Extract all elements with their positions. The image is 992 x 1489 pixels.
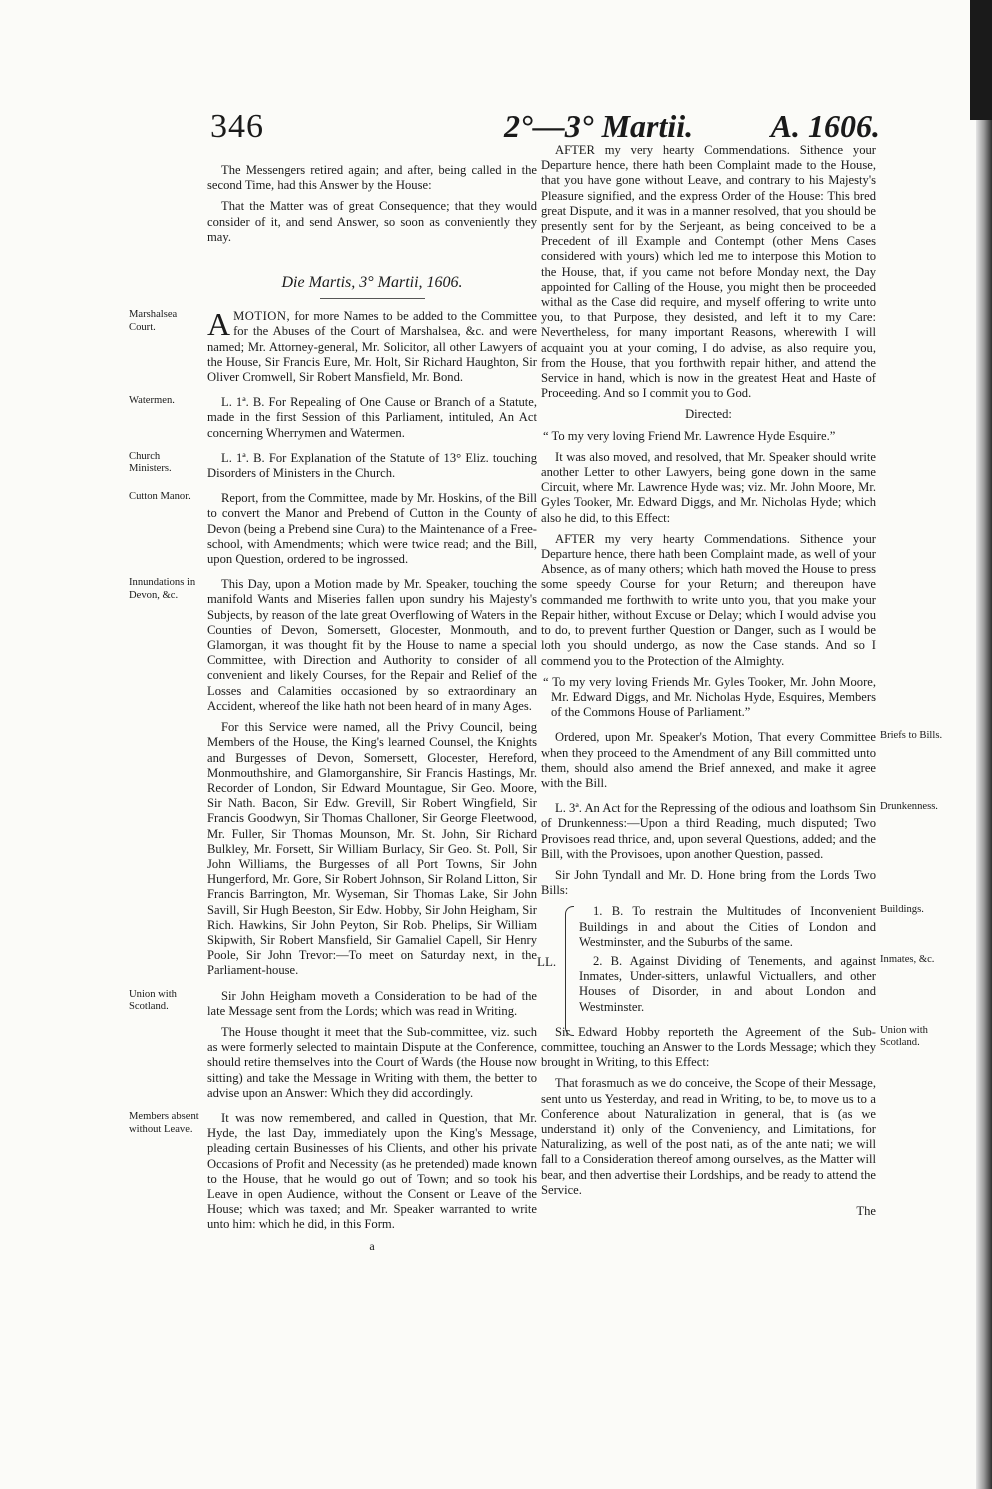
drop-cap: A (207, 306, 231, 343)
book-spine-top (970, 0, 992, 120)
paragraph: 1. B. To restrain the Multitudes of Inconvenient Buildings in and about the Cities of London and Westminster, and the Suburbs of the same. (579, 904, 876, 949)
right-column (537, 143, 943, 1225)
margin-note: Marshalsea Court. (129, 309, 178, 333)
divider (320, 298, 425, 299)
margin-note: Church Ministers. (129, 450, 172, 475)
bills-brace-block (537, 904, 935, 1014)
paragraph: L. 1ª. B. For Explanation of the Statute of 13° Eliz. touching Disorders of Ministers in the Church. (207, 450, 537, 481)
margin-note: Cutton Manor. (129, 491, 191, 503)
lead-word: MOTION, (233, 309, 291, 324)
margin-note: Inmates, &c. (880, 953, 935, 965)
letter-address: “ To my very loving Friends Mr. Gyles Tooker, Mr. John Moore, Mr. Edward Diggs, and Mr. Nicholas Hyde, Esquires, Members of the Commons House of Parliament.” (543, 674, 876, 720)
letter-address: “ To my very loving Friend Mr. Lawrence Hyde Esquire.” (543, 428, 836, 443)
margin-note: Union with Scotland. (880, 1024, 928, 1049)
paragraph: Sir John Heigham moveth a Consideration to be had of the late Message sent from the Lords; which was read in Writing. (207, 988, 537, 1018)
margin-note: Buildings. (880, 904, 924, 916)
paragraph: This Day, upon a Motion made by Mr. Speaker, touching the manifold Wants and Miseries fallen upon sundry his Majesty's Subjects, by reason of the late great Overflowing of Waters in the Counties of Devon, Somersett, Glocester, Monmouth, and Glamorgan, it was thought fit by the House to name a special Committee, with Direction and Authority to consider of all convenient and likely Courses, for the Repair and Relief of the Losses and Calamities occasioned by so extraordinary an Accident, whereof the like hath not been heard of in many Ages. (207, 577, 537, 713)
entry-union-scotland (129, 988, 537, 1101)
entry-inmates (579, 953, 935, 1015)
margin-note: Watermen. (129, 395, 175, 407)
paragraph: It was now remembered, and called in Question, that Mr. Hyde, the last Day, immediately upon the King's Message, pleading certain Businesses of his Clients, and other his private Occasions of Profit and Necessity (as he pretended) made known to the House, that he would go out of Town; and so took his Leave in open Audience, without the Consent or Leave of the House; which was taxed; and Mr. Speaker warranted to write unto him: which he did, in this Form. (207, 1110, 537, 1232)
paragraph: The Messengers retired again; and after, being called in the second Time, had this Answer by the House: (207, 163, 537, 193)
paragraph: For this Service were named, all the Privy Council, being Members of the House, the King's learned Counsel, the Knights and Burgesses of Devon, Somersett, Glocester, Hereford, Monmouthshire, and Glamorganshire, Sir Francis Hastings, Mr. Recorder of London, Sir Edward Mountague, Sir Geo. Moore, Sir Nath. Bacon, Sir Edw. Grevill, Sir Robert Wingfield, Sir Francis Goodwyn, Sir Thomas Challoner, Sir George Fleetwood, Mr. Fuller, Sir Thomas Mounson, Mr. St. John, Sir Richard Bulkley, Mr. Forsett, Sir William Burlacy, Sir Geo. St. Poll, Sir John Williams, the Burgesses of all Port Towns, Sir John Hungerford, Mr. Gore, Sir Robert Johnson, Sir Roland Litton, Sir Francis Barrington, Mr. Wyseman, Sir Thomas Lake, Sir John Savill, Sir Hugh Beeston, Sir Edw. Hobby, Sir John Heigham, Sir Rich. Hawkins, Sir John Peyton, Sir Rob. Phelips, Sir William Skipwith, Sir Robert Mansfield, Sir Gamaliel Capell, Sir Henry Poole, Sir John Trevor:—To meet on Saturday next, in the Parliament-house. (207, 720, 537, 978)
entry-members-absent (129, 1110, 537, 1233)
margin-note: Innundations in Devon, &c. (129, 577, 196, 601)
paragraph: That forasmuch as we do conceive, the Scope of their Message, sent unto us Yesterday, and read in Writing, to be, to move us to a Conference about Naturalization in general, that is (as we understand it) only of the Conveniency, and Limitations, for Naturalizing, as well of the post nati, as of the ante nati; we will fall to a Consideration thereof among ourselves, as the Matter will bear, and then advertise their Lordships, and be ready to attend the Service. (541, 1076, 876, 1197)
signature-mark: a (369, 1238, 375, 1253)
entry-marshalsea (129, 306, 537, 385)
margin-note: Members absent without Leave. (129, 1110, 199, 1135)
entry-drunkenness (541, 801, 938, 862)
running-date: 2°—3° Martii. (504, 108, 694, 144)
entry-hobby-report (541, 1024, 928, 1071)
brace-items (579, 904, 935, 1014)
entry-church-ministers (129, 450, 537, 481)
catchword: The (856, 1204, 876, 1218)
brace-label: LL. (537, 954, 557, 970)
left-column (129, 163, 537, 1254)
paragraph-text: for more Names to be added to the Committee for the Abuses of the Court of Marshalsea, &c. and were named; Mr. Attorney-general, Mr. Solicitor, all other Lawyers of the House, Sir Francis Eure, Mr. Holt, Sir Richard Haughton, Sir Oliver Cromwell, Sir Robert Mansfield, Mr. Bond. (207, 309, 537, 385)
paragraph: The House thought it meet that the Sub-committee, viz. such as were formerly selected to maintain Dispute at the Conference, should retire themselves into the Court of Wards (the House now sitting) and take the Message in Writing with them, the better to advise upon an Answer: Which they did accordingly. (207, 1024, 537, 1100)
paragraph: Report, from the Committee, made by Mr. Hoskins, of the Bill to convert the Manor and Prebend of Cutton in the County of Devon (being a Prebend sine Cura) to the Maintenance of a Free-school, with Amendments; which were twice read; and the Bill, upon Question, ordered to be ingrossed. (207, 491, 537, 567)
paragraph: It was also moved, and resolved, that Mr. Speaker should write another Letter to other Lawyers, being gone down in the same Circuit, where Mr. Lawrence Hyde was; viz. Mr. John Moore, Mr. Gyles Tooker, Mr. Edward Diggs, and Mr. Nicholas Hyde; which also he did, to this Effect: (541, 449, 876, 525)
entry-inundations (129, 577, 537, 978)
paragraph: Ordered, upon Mr. Speaker's Motion, That every Committee when they proceed to the Amendment of any Bill committed unto them, should also amend the Brief annexed, and make it agree with the Bill. (541, 730, 876, 790)
entry-briefs (541, 730, 943, 791)
entry-watermen (129, 395, 537, 441)
margin-note: Union with Scotland. (129, 988, 177, 1013)
entry-buildings (579, 904, 924, 950)
paragraph: 2. B. Against Dividing of Tenements, and against Inmates, Under-sitters, unlawful Victuallers, and other Houses of Disorder, in and about London and Westminster. (579, 953, 876, 1014)
day-heading: Die Martis, 3° Martii, 1606. (281, 274, 463, 292)
book-spine-shadow (976, 0, 992, 1489)
margin-note: Briefs to Bills. (880, 730, 943, 742)
entry-cutton-manor (129, 491, 537, 567)
paragraph: That the Matter was of great Consequence; that they would consider of it, and send Answer, so soon as conveniently they may. (207, 199, 537, 244)
directed-label: Directed: (685, 407, 732, 422)
paragraph: L. 1ª. B. For Repealing of One Cause or Branch of a Statute, made in the first Session of this Parliament, intituled, An Act concerning Wherrymen and Watermen. (207, 395, 537, 440)
margin-note: Drunkenness. (880, 801, 938, 813)
paragraph: Sir Edward Hobby reporteth the Agreement of the Sub-committee, touching an Answer to the Lords Message; which they brought in Writing, to this Effect: (541, 1024, 876, 1070)
running-year: A. 1606. (770, 108, 880, 144)
paragraph: L. 3ª. An Act for the Repressing of the odious and loathsom Sin of Drunkenness:—Upon a third Reading, much disputed; Two Provisoes read thrice, and, upon several Questions, added; and the Bill, with the Provisoes, upon another Question, passed. (541, 801, 876, 861)
brace-icon (565, 906, 574, 1036)
letter-paragraph: AFTER my very hearty Commendations. Sithence your Departure hence, there hath been Complaint made, as well of your Absence, as of many others; which hath moved the House to press some speedy Course for your Return; and thereupon have commanded me forthwith to write unto you, that you make your Repair hither, without Excuse or Delay; which I would advise you to do, to prevent further Question or Danger, such as I would be loth you should undergo, as now the Case stands. And so I commend you to the Protection of the Almighty. (541, 531, 876, 668)
letter-paragraph: AFTER my very hearty Commendations. Sithence your Departure hence, there hath been Complaint made to the House, that you have gone without Leave, and contrary to his Majesty's Pleasure signified, and the express Order of the House: This bred great Dispute, and it was in a manner resolved, that you should be presently sent for by the Serjeant, as being conceived to be a Precedent of ill Example and Contempt (other Mens Cases considered with yours) which led me to interpose this Motion to the House, that, if you came not before Monday next, the Day appointed for Calling of the House, you might then be proceeded withal as the Case did require, and myself offering to write unto you, to that Purpose, they desisted, and left it to my Care: Nevertheless, for many important Reasons, wherewith I will acquaint you at your coming, I do advise, as also require you, from the House, that you forthwith repair hither, and attend the Service in hand, which is now in the greatest Heat and Haste of Proceeding. And so I commit you to God. (541, 143, 876, 401)
paragraph (207, 306, 537, 385)
page-number: 346 (210, 108, 264, 145)
paragraph: Sir John Tyndall and Mr. D. Hone bring from the Lords Two Bills: (541, 867, 876, 898)
